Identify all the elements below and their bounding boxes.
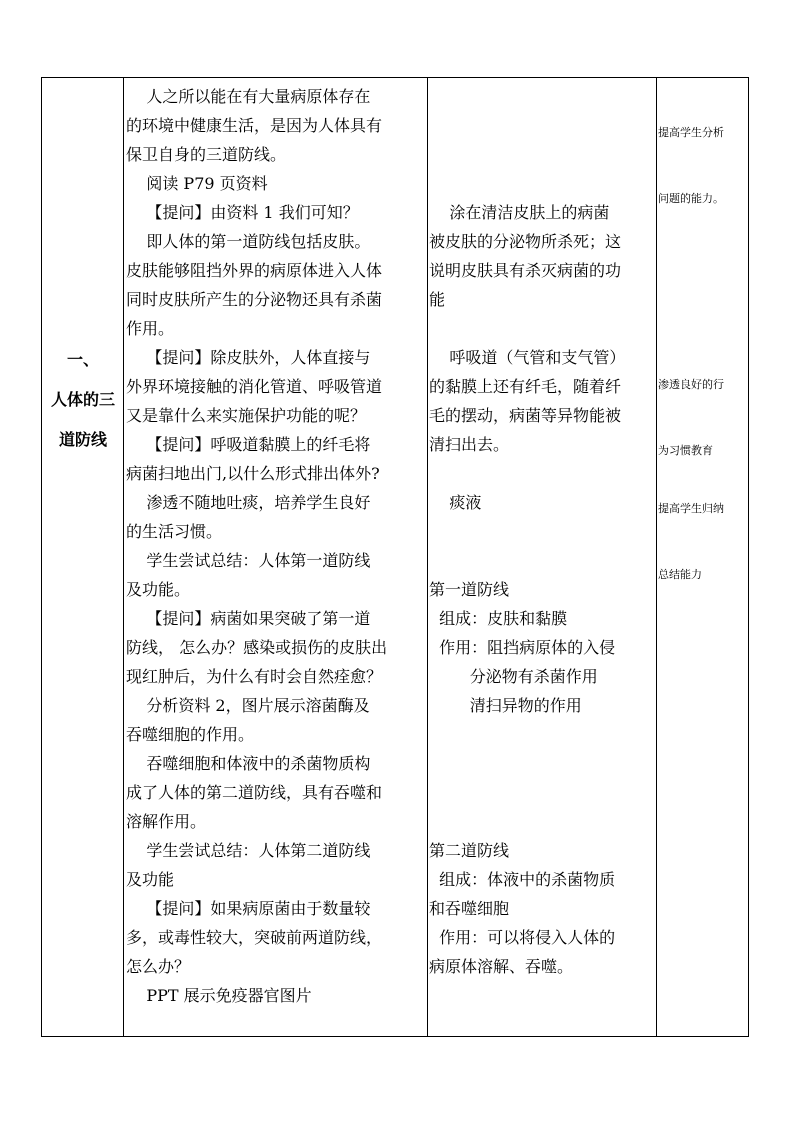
text-line: 作用：可以将侵入人体的 — [429, 928, 616, 947]
text-line: 皮肤能够阻挡外界的病原体进入人体 — [126, 261, 383, 280]
text-line: 怎么办？ — [126, 957, 191, 976]
text-line — [429, 140, 657, 169]
text-line: 涂在清洁皮肤上的病菌 — [429, 203, 610, 222]
text-line: 同时皮肤所产生的分泌物还具有杀菌 — [126, 290, 383, 309]
design-note-line: 问题的能力。 — [658, 192, 724, 205]
text-line: 人之所以能在有大量病原体存在 — [126, 87, 371, 106]
text-line — [429, 807, 657, 836]
text-line: 第二道防线 — [429, 841, 510, 860]
text-line: 组成：皮肤和黏膜 — [429, 609, 568, 628]
text-line: 【提问】病菌如果突破了第一道 — [126, 609, 371, 628]
text-line: 分析资料 2，图片展示溶菌酶及 — [126, 696, 370, 715]
text-line: 外界环境接触的消化管道、呼吸管道 — [126, 377, 383, 396]
text-line: 说明皮肤具有杀灭病菌的功 — [429, 261, 622, 280]
text-line: 作用：阻挡病原体的入侵 — [429, 638, 616, 657]
design-note-line: 提高学生归纳 — [658, 502, 724, 515]
section-title-line: 人体的三 — [50, 390, 115, 409]
student-activity-column — [429, 82, 657, 981]
text-line: 阅读 P79 页资料 — [126, 174, 268, 193]
text-line — [429, 778, 657, 807]
text-line: 学生尝试总结：人体第二道防线 — [126, 841, 371, 860]
text-line: 组成：体液中的杀菌物质 — [429, 870, 616, 889]
text-line: 及功能 — [126, 870, 175, 889]
design-note — [658, 78, 750, 254]
text-line — [429, 720, 657, 749]
text-line: 学生尝试总结：人体第一道防线 — [126, 551, 371, 570]
text-line: 的生活习惯。 — [126, 522, 223, 541]
design-note-line: 渗透良好的行 — [658, 378, 724, 391]
text-line: 吞噬细胞和体液中的杀菌物质构 — [126, 754, 371, 773]
text-line: 溶解作用。 — [126, 812, 207, 831]
text-line: 现红肿后，为什么有时会自然痊愈？ — [126, 667, 383, 686]
teacher-activity-column — [126, 82, 426, 1010]
text-line — [429, 517, 657, 546]
text-line — [429, 546, 657, 575]
text-line: 多，或毒性较大，突破前两道防线， — [126, 928, 383, 947]
section-title-line: 一、 — [66, 350, 99, 369]
text-line: 清扫异物的作用 — [429, 696, 582, 715]
text-line — [429, 459, 657, 488]
text-line: 保卫自身的三道防线。 — [126, 145, 287, 164]
text-line: 和吞噬细胞 — [429, 899, 510, 918]
text-line — [429, 749, 657, 778]
text-line: 防线， 怎么办？感染或损伤的皮肤出 — [126, 638, 388, 657]
section-title-line: 道防线 — [58, 430, 107, 449]
text-line: 病菌扫地出门,以什么形式排出体外? — [126, 464, 380, 483]
text-line: 作用。 — [126, 319, 175, 338]
text-line: 【提问】由资料 1 我们可知？ — [126, 203, 359, 222]
text-line: 清扫出去。 — [429, 435, 510, 454]
column-divider — [427, 78, 428, 1036]
text-line: 第一道防线 — [429, 580, 510, 599]
text-line: 痰液 — [429, 493, 482, 512]
text-line: 病原体溶解、吞噬。 — [429, 957, 574, 976]
text-line: 【提问】除皮肤外，人体直接与 — [126, 348, 371, 367]
text-line: 及功能。 — [126, 580, 191, 599]
lesson-table — [41, 77, 749, 1037]
text-line: 【提问】如果病原菌由于数量较 — [126, 899, 371, 918]
text-line: 【提问】呼吸道黏膜上的纤毛将 — [126, 435, 371, 454]
text-line: 成了人体的第二道防线，具有吞噬和 — [126, 783, 383, 802]
text-line: PPT 展示免疫器官图片 — [126, 986, 312, 1005]
text-line: 毛的摆动，病菌等异物能被 — [429, 406, 622, 425]
text-line: 分泌物有杀菌作用 — [429, 667, 598, 686]
text-line — [429, 111, 657, 140]
text-line: 吞噬细胞的作用。 — [126, 725, 255, 744]
text-line: 又是靠什么来实施保护功能的呢？ — [126, 406, 367, 425]
section-title — [42, 340, 124, 460]
text-line — [429, 82, 657, 111]
design-note-line: 提高学生分析 — [658, 126, 724, 139]
text-line — [429, 314, 657, 343]
text-line: 即人体的第一道防线包括皮肤。 — [126, 232, 371, 251]
design-note — [658, 454, 750, 630]
text-line: 被皮肤的分泌物所杀死；这 — [429, 232, 622, 251]
text-line: 能 — [429, 290, 446, 309]
text-line: 的环境中健康生活，是因为人体具有 — [126, 116, 383, 135]
column-divider — [123, 78, 124, 1036]
text-line — [429, 169, 657, 198]
design-note-line: 总结能力 — [658, 568, 702, 581]
design-note-line: 为习惯教育 — [658, 444, 713, 457]
text-line: 呼吸道（气管和支气管） — [429, 348, 626, 367]
text-line: 的黏膜上还有纤毛，随着纤 — [429, 377, 622, 396]
text-line: 渗透不随地吐痰，培养学生良好 — [126, 493, 371, 512]
